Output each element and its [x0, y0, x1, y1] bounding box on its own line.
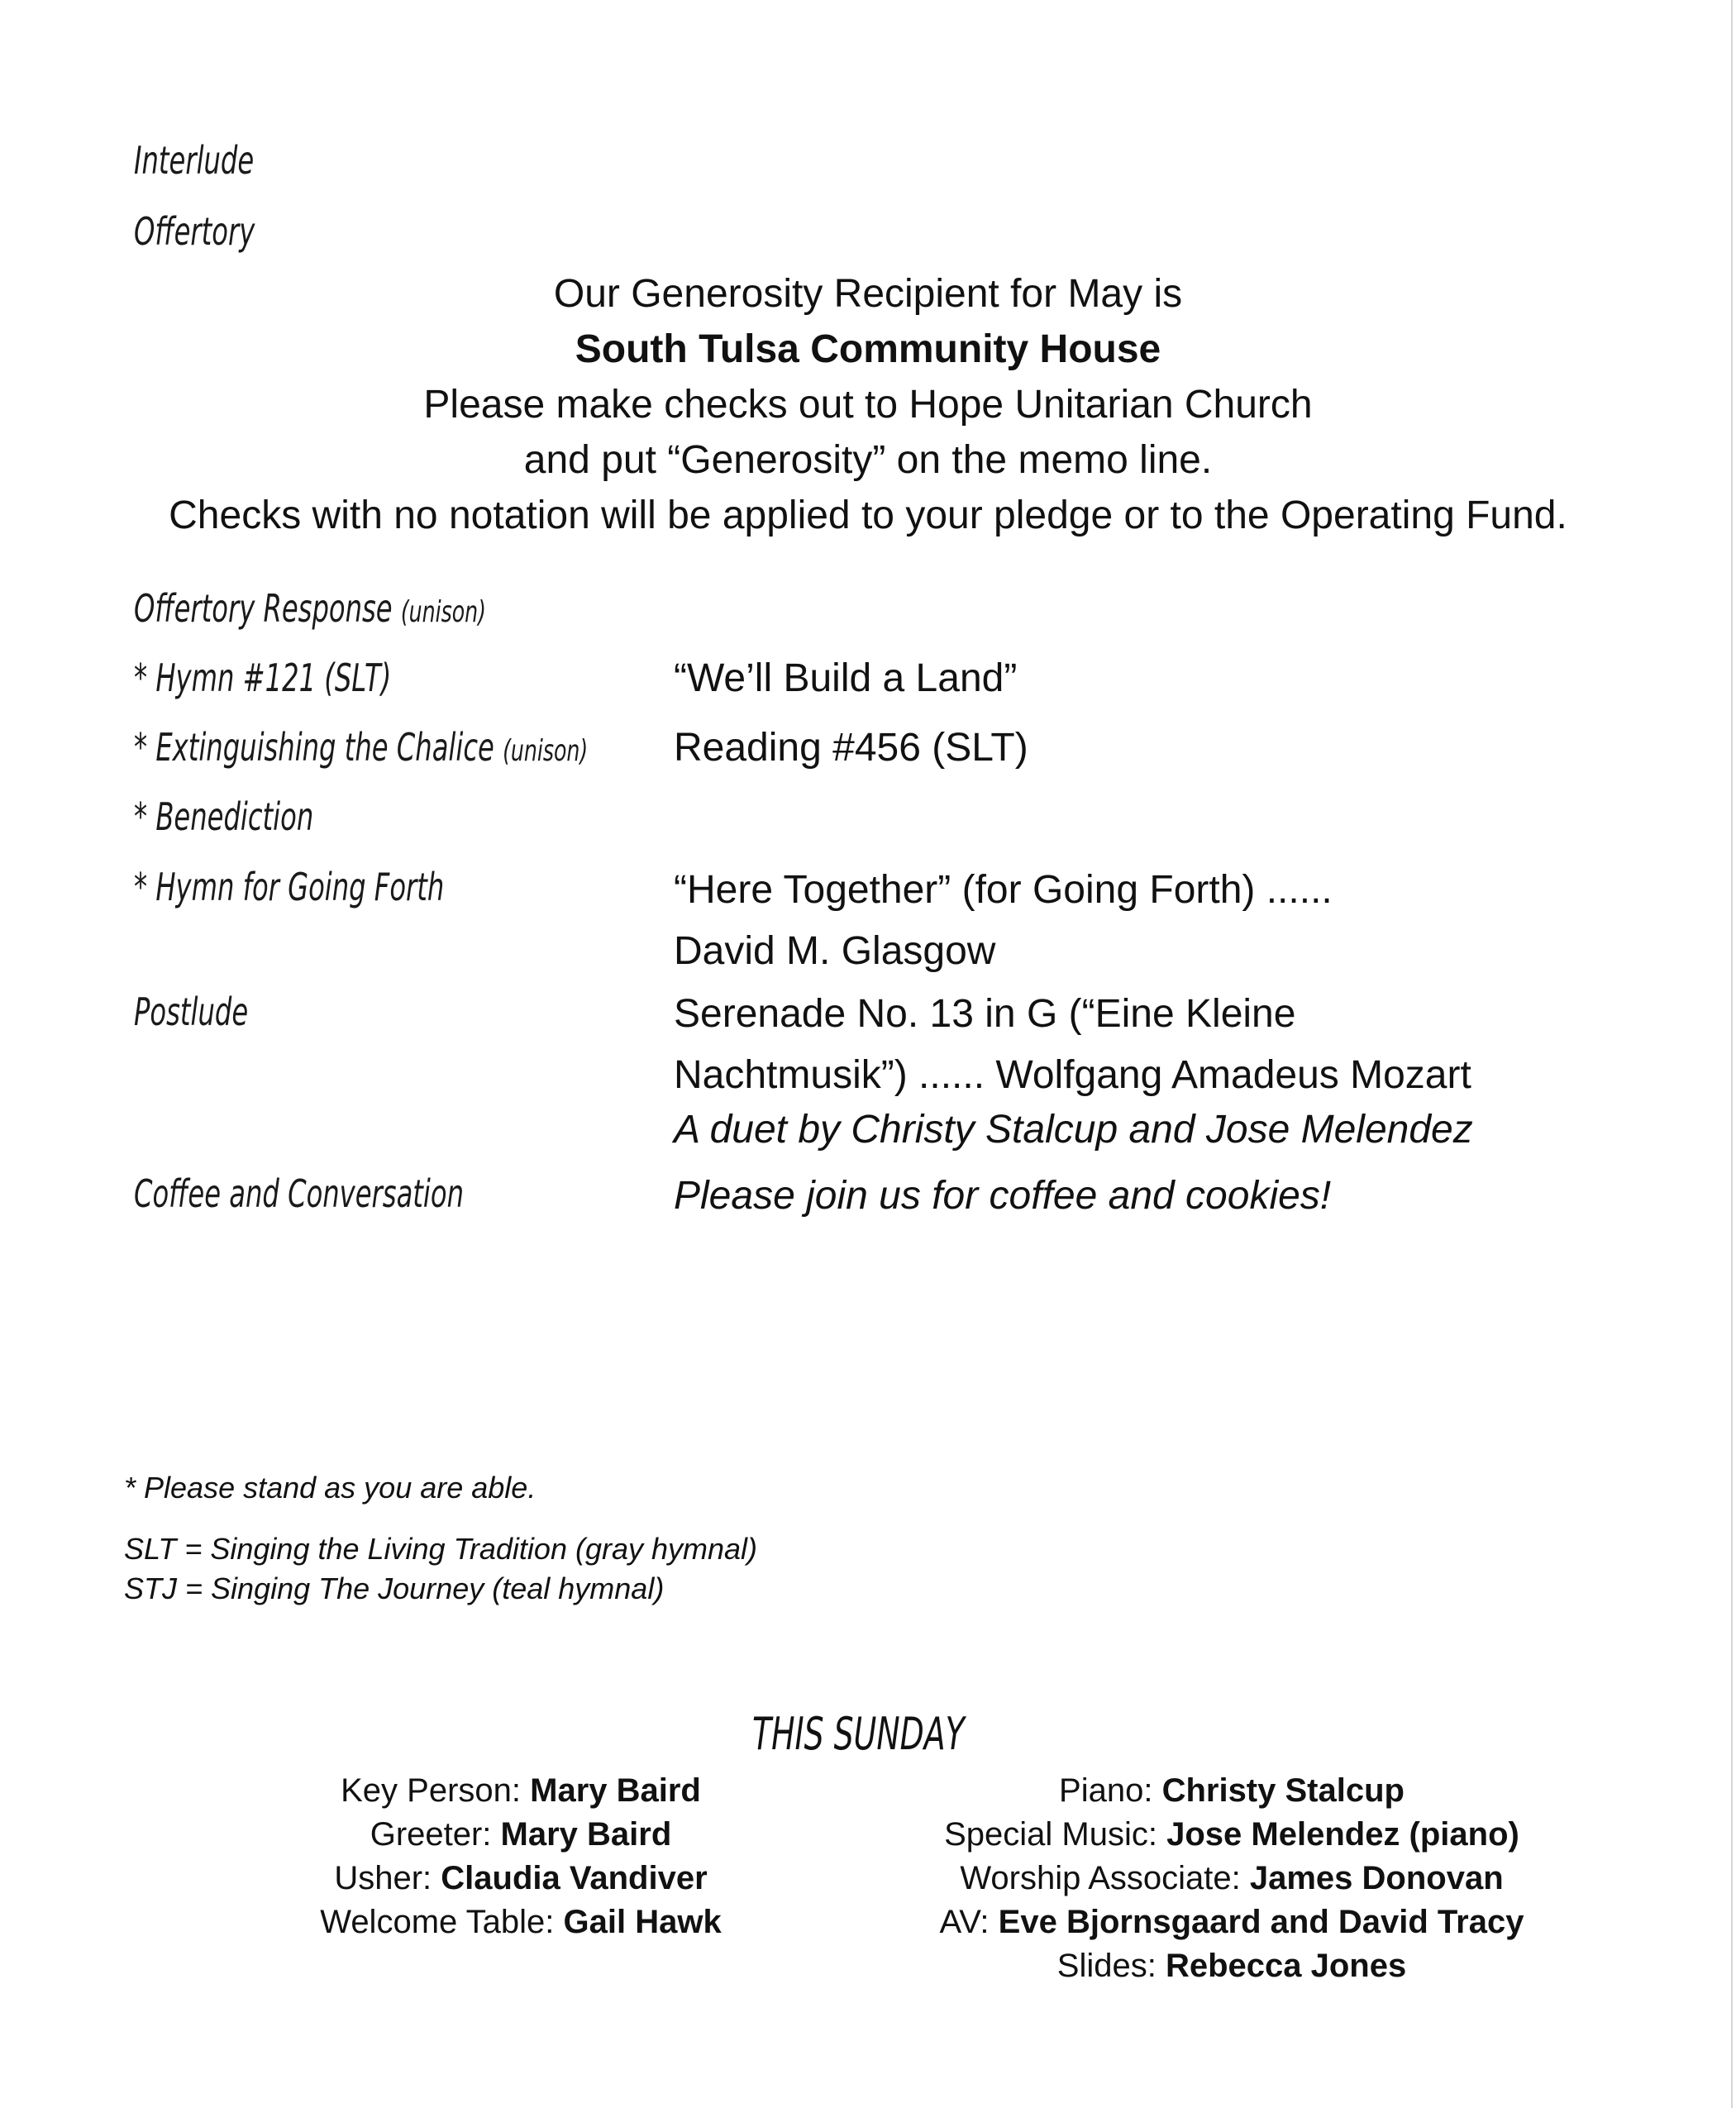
volunteer-name: Claudia Vandiver [441, 1860, 708, 1896]
item-postlude-title-line-2: Nachtmusik”) ...... Wolfgang Amadeus Mozart [674, 1053, 1471, 1097]
generosity-line-5: Checks with no notation will be applied to your pledge or to the Operating Fund. [169, 494, 1567, 537]
item-hymn-121: * Hymn #121 (SLT) [134, 656, 392, 700]
item-offertory: Offertory [134, 209, 255, 254]
item-postlude-performers: A duet by Christy Stalcup and Jose Melendez [674, 1108, 1473, 1152]
item-postlude-title-line-1: Serenade No. 13 in G (“Eine Kleine [674, 992, 1296, 1036]
volunteers-right-column [860, 1769, 1604, 1988]
item-benediction: * Benediction [134, 794, 314, 839]
volunteer-role: Slides: [1056, 1948, 1166, 1984]
volunteer-role: Worship Associate: [960, 1860, 1250, 1896]
footnote-stj: STJ = Singing The Journey (teal hymnal) [124, 1571, 665, 1605]
volunteer-row [190, 1769, 851, 1813]
item-extinguishing-note: (unison) [503, 734, 589, 768]
footnote-slt: SLT = Singing the Living Tradition (gray hymnal) [124, 1532, 758, 1566]
volunteer-name: Eve Bjornsgaard and David Tracy [998, 1904, 1524, 1940]
generosity-line-1: Our Generosity Recipient for May is [553, 272, 1183, 316]
item-postlude: Postlude [134, 990, 249, 1034]
volunteer-row [860, 1769, 1604, 1813]
volunteer-name: Mary Baird [500, 1816, 672, 1853]
item-offertory-response-label: Offertory Response [134, 586, 393, 631]
item-extinguishing-reading: Reading #456 (SLT) [674, 726, 1028, 770]
volunteer-name: Mary Baird [530, 1772, 701, 1809]
item-coffee: Coffee and Conversation [134, 1171, 464, 1216]
volunteer-name: Jose Melendez (piano) [1166, 1816, 1519, 1853]
generosity-line-3: Please make checks out to Hope Unitarian Church [423, 383, 1313, 427]
volunteers-left-column [190, 1769, 851, 1944]
volunteer-role: AV: [939, 1904, 999, 1940]
item-hymn-121-title: “We’ll Build a Land” [674, 656, 1018, 700]
volunteer-row [860, 1901, 1604, 1944]
footnote-stand: * Please stand as you are able. [124, 1471, 537, 1505]
volunteer-row [860, 1857, 1604, 1901]
volunteer-role: Greeter: [370, 1816, 501, 1853]
volunteer-row [190, 1813, 851, 1857]
item-extinguishing [134, 723, 588, 776]
item-hymn-going-forth: * Hymn for Going Forth [134, 865, 445, 909]
volunteer-role: Key Person: [341, 1772, 531, 1809]
volunteer-role: Special Music: [944, 1816, 1167, 1853]
volunteer-name: Rebecca Jones [1165, 1948, 1407, 1984]
volunteer-row [860, 1813, 1604, 1857]
volunteer-role: Usher: [334, 1860, 441, 1896]
this-sunday-heading [0, 1703, 1716, 1766]
item-coffee-note: Please join us for coffee and cookies! [674, 1174, 1332, 1218]
volunteer-row [190, 1857, 851, 1901]
page-edge-line [1731, 0, 1733, 2108]
volunteer-row [190, 1901, 851, 1944]
item-interlude: Interlude [134, 138, 255, 183]
volunteer-name: James Donovan [1249, 1860, 1504, 1896]
this-sunday-title: THIS SUNDAY [751, 1708, 965, 1760]
item-hymn-going-forth-title: “Here Together” (for Going Forth) ...... [674, 868, 1333, 912]
item-offertory-response [134, 584, 486, 637]
volunteer-name: Gail Hawk [563, 1904, 722, 1940]
item-offertory-response-note: (unison) [400, 595, 486, 629]
generosity-block [132, 266, 1604, 543]
volunteer-role: Welcome Table: [320, 1904, 564, 1940]
volunteer-name: Christy Stalcup [1161, 1772, 1405, 1809]
item-hymn-going-forth-composer: David M. Glasgow [674, 929, 996, 973]
generosity-recipient: South Tulsa Community House [575, 327, 1161, 371]
volunteer-role: Piano: [1059, 1772, 1162, 1809]
item-extinguishing-label: * Extinguishing the Chalice [134, 725, 494, 770]
generosity-line-4: and put “Generosity” on the memo line. [523, 438, 1213, 482]
volunteer-row [860, 1944, 1604, 1988]
